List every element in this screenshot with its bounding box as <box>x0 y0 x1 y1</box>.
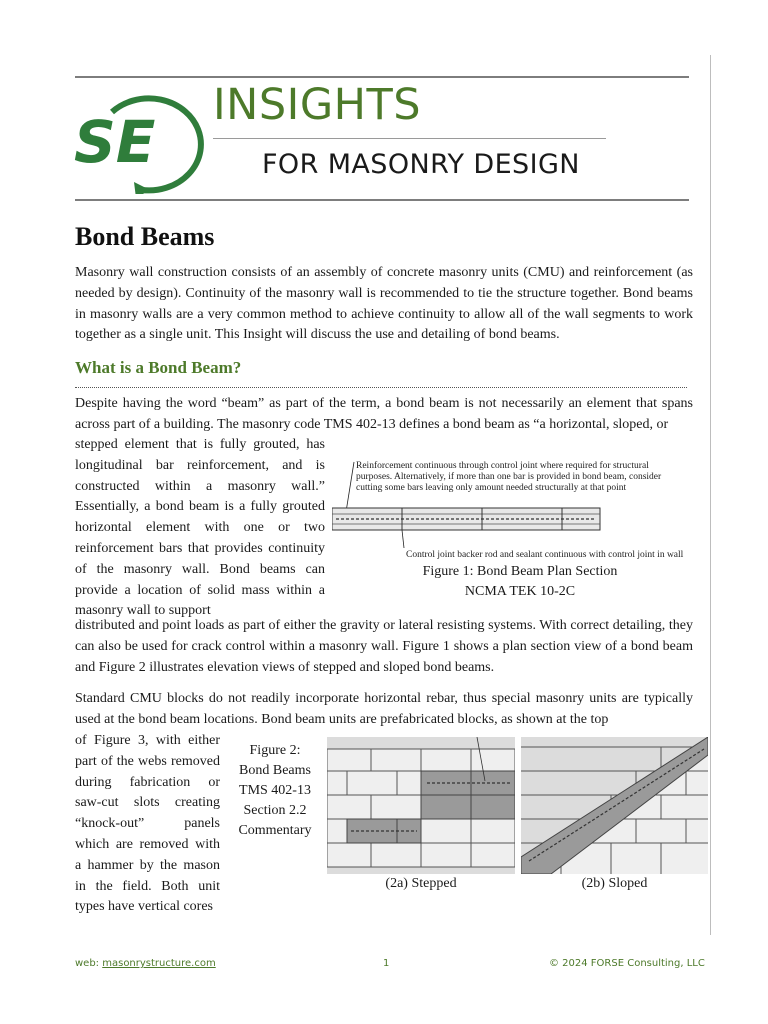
figure-2-label-line5: Commentary <box>238 823 312 838</box>
figure-1-callout-top-line2: purposes. Alternatively, if more than one bar is provided in bond beam, consider <box>356 472 662 482</box>
header-sub-rule <box>213 138 606 139</box>
figure-2-label-line3: TMS 402-13 <box>239 783 311 798</box>
header-title: INSIGHTS <box>213 80 422 130</box>
figure-2-label-line2: Bond Beams <box>239 763 311 778</box>
footer-web-label: web: <box>75 958 103 969</box>
footer-web-link[interactable]: masonrystructure.com <box>102 958 216 969</box>
header-subtitle: FOR MASONRY DESIGN <box>262 149 580 180</box>
header-top-rule <box>75 76 689 78</box>
paragraph-2-full: Standard CMU blocks do not readily incorporate horizontal rebar, thus special masonry units are typically used at the bond beam locations. Bond beam units are prefabricated blocks, as shown at the top <box>75 691 693 727</box>
page-margin-rule <box>710 55 711 935</box>
figure-1-plan-section <box>332 456 710 566</box>
footer-web <box>75 958 216 969</box>
figure-1-callout-bottom: Control joint backer rod and sealant continuous with control joint in wall <box>406 550 684 560</box>
figure-2-label-line4: Section 2.2 <box>243 803 307 818</box>
figure-2-label <box>230 741 320 841</box>
figure-2b-caption: (2b) Sloped <box>581 876 648 891</box>
figure-2a-stepped-bond-beam <box>327 737 515 874</box>
intro-paragraph: Masonry wall construction consists of an assembly of concrete masonry units (CMU) and reinforcement (as needed by design). Continuity of the masonry wall is recommended to tie the structure together. Bond beams in masonry walls are a very common method to achieve continuity to allow all of the wall segments to work together as a single unit. This Insight will discuss the use and detailing of bond beams. <box>75 265 693 343</box>
figure-2a-caption: (2a) Stepped <box>385 876 457 891</box>
paragraph-1-after: distributed and point loads as part of either the gravity or lateral resisting systems. With correct detailing, they can also be used for crack control within a masonry wall. Figure 1 shows a plan section view of a bond beam and Figure 2 illustrates elevation views of stepped and sloped bond beams. <box>75 618 693 675</box>
paragraph-2-wrap: of Figure 3, with either part of the webs removed during fabrication or saw-cut slots creating “knock-out” panels which are removed with a hammer by the mason in the field. Both unit types have vertical cores <box>75 733 220 915</box>
figure-1-caption-line1: Figure 1: Bond Beam Plan Section <box>422 564 618 579</box>
figure-1-callout-top-line3: cutting some bars leaving only amount needed structurally at that point <box>356 483 627 493</box>
figure-1-caption-line2: NCMA TEK 10-2C <box>464 584 576 599</box>
figure-2-label-line1: Figure 2: <box>249 743 301 758</box>
paragraph-1-wrap: stepped element that is fully grouted, has longitudinal bar reinforcement, and is constructed within a masonry wall.” Essentially, a bond beam is a fully grouted horizontal element with one or two reinforcement bars that provides continuity of the masonry wall. Bond beams can provide a location of solid mass within a masonry wall to support <box>75 437 325 619</box>
article-title: Bond Beams <box>75 222 215 251</box>
paragraph-1-full: Despite having the word “beam” as part of the term, a bond beam is not necessarily an element that spans across part of a building. The masonry code TMS 402-13 defines a bond beam as “a horizontal, sloped, or <box>75 396 693 432</box>
header-bottom-rule <box>75 199 689 201</box>
footer-page-number: 1 <box>383 958 390 969</box>
figure-1-caption <box>380 562 660 602</box>
figure-2b-sloped-bond-beam <box>521 737 708 874</box>
section-heading: What is a Bond Beam? <box>75 358 242 377</box>
logo-text: SE <box>74 108 156 176</box>
figure-1-callout-top-line1: Reinforcement continuous through control joint where required for structural <box>356 461 649 471</box>
se-logo <box>72 82 204 194</box>
footer-copyright: © 2024 FORSE Consulting, LLC <box>549 958 705 969</box>
section-dotted-rule <box>75 387 687 388</box>
